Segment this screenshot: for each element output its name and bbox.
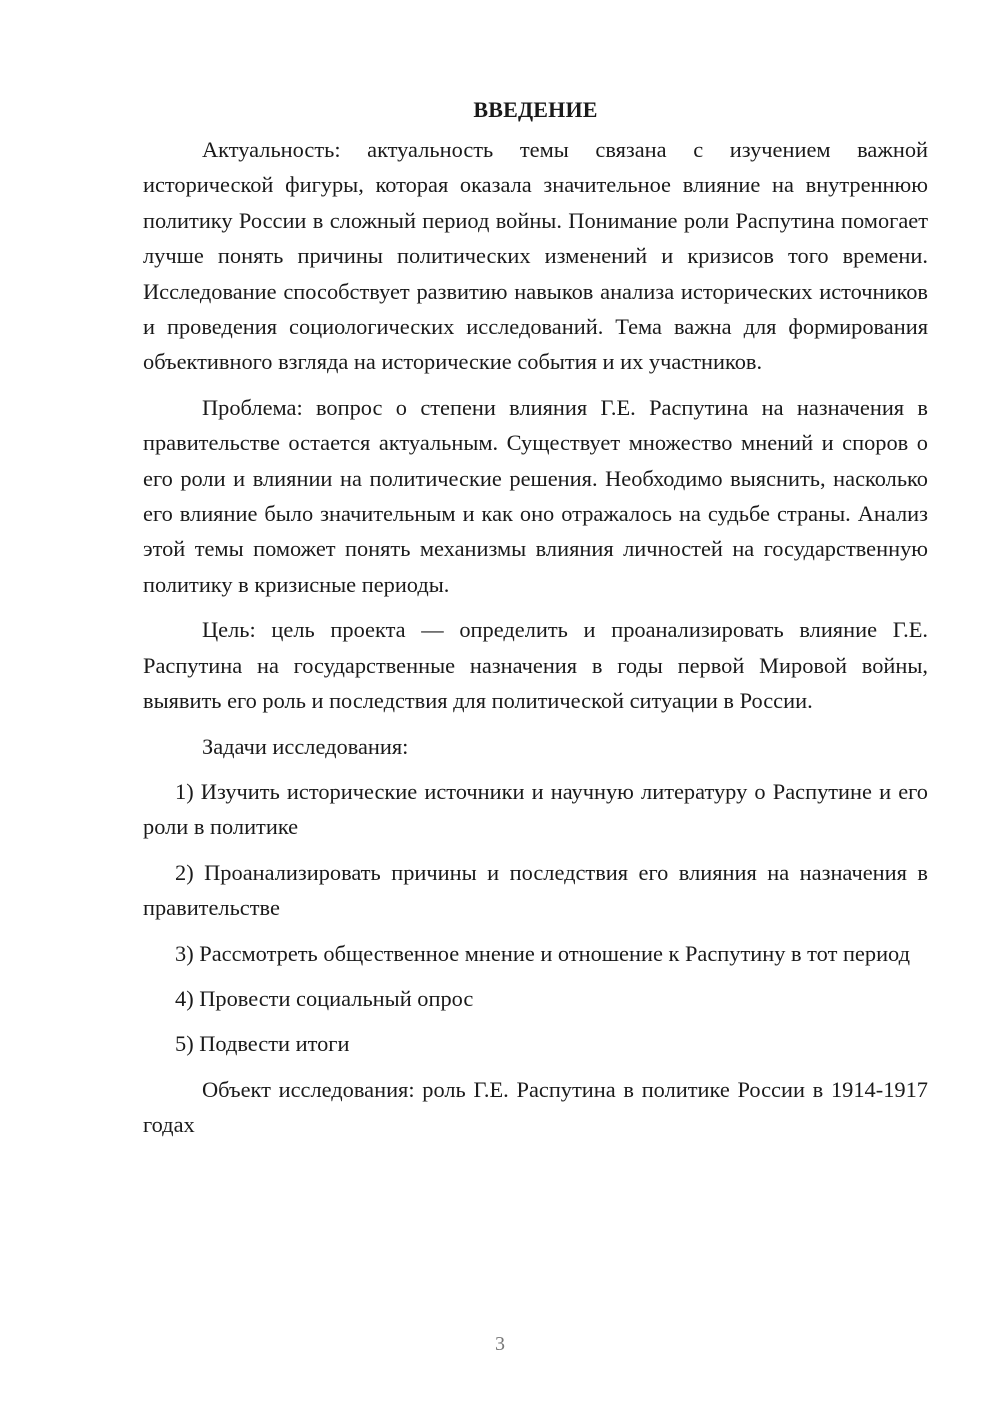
paragraph-object: Объект исследования: роль Г.Е. Распутина в политике России в 1914-1917 годах <box>143 1076 928 1138</box>
page-number: 3 <box>495 1333 505 1355</box>
paragraph-tasks-title: Задачи исследования: <box>202 733 409 759</box>
task-item-1: 1) Изучить исторические источники и научную литературу о Распутине и его роли в политике <box>143 778 928 840</box>
paragraph-problem: Проблема: вопрос о степени влияния Г.Е. Распутина на назначения в правительстве остается актуальным. Существует множество мнений и споров о его роли и влиянии на политические решения. Необходимо выяснить, насколько его влияние было значительным и как оно отражалось на судьбе страны. Анализ этой темы поможет понять механизмы влияния личностей на государственную политику в кризисные периоды. <box>143 394 928 597</box>
document-page <box>143 92 928 1153</box>
task-item-3: 3) Рассмотреть общественное мнение и отношение к Распутину в тот период <box>175 940 910 966</box>
task-item-4: 4) Провести социальный опрос <box>175 985 474 1011</box>
task-item-2: 2) Проанализировать причины и последствия его влияния на назначения в правительстве <box>143 859 928 921</box>
task-item-5: 5) Подвести итоги <box>175 1031 350 1057</box>
paragraph-goal: Цель: цель проекта — определить и проанализировать влияние Г.Е. Распутина на государственные назначения в годы первой Мировой войны, выявить его роль и последствия для политической ситуации в России. <box>143 617 928 714</box>
section-heading: ВВЕДЕНИЕ <box>473 97 598 122</box>
paragraph-relevance: Актуальность: актуальность темы связана с изучением важной исторической фигуры, которая оказала значительное влияние на внутреннюю политику России в сложный период войны. Понимание роли Распутина помогает лучше понять причины политических изменений и кризисов того времени. Исследование способствует развитию навыков анализа исторических источников и проведения социологических исследований. Тема важна для формирования объективного взгляда на исторические события и их участников. <box>143 137 928 375</box>
